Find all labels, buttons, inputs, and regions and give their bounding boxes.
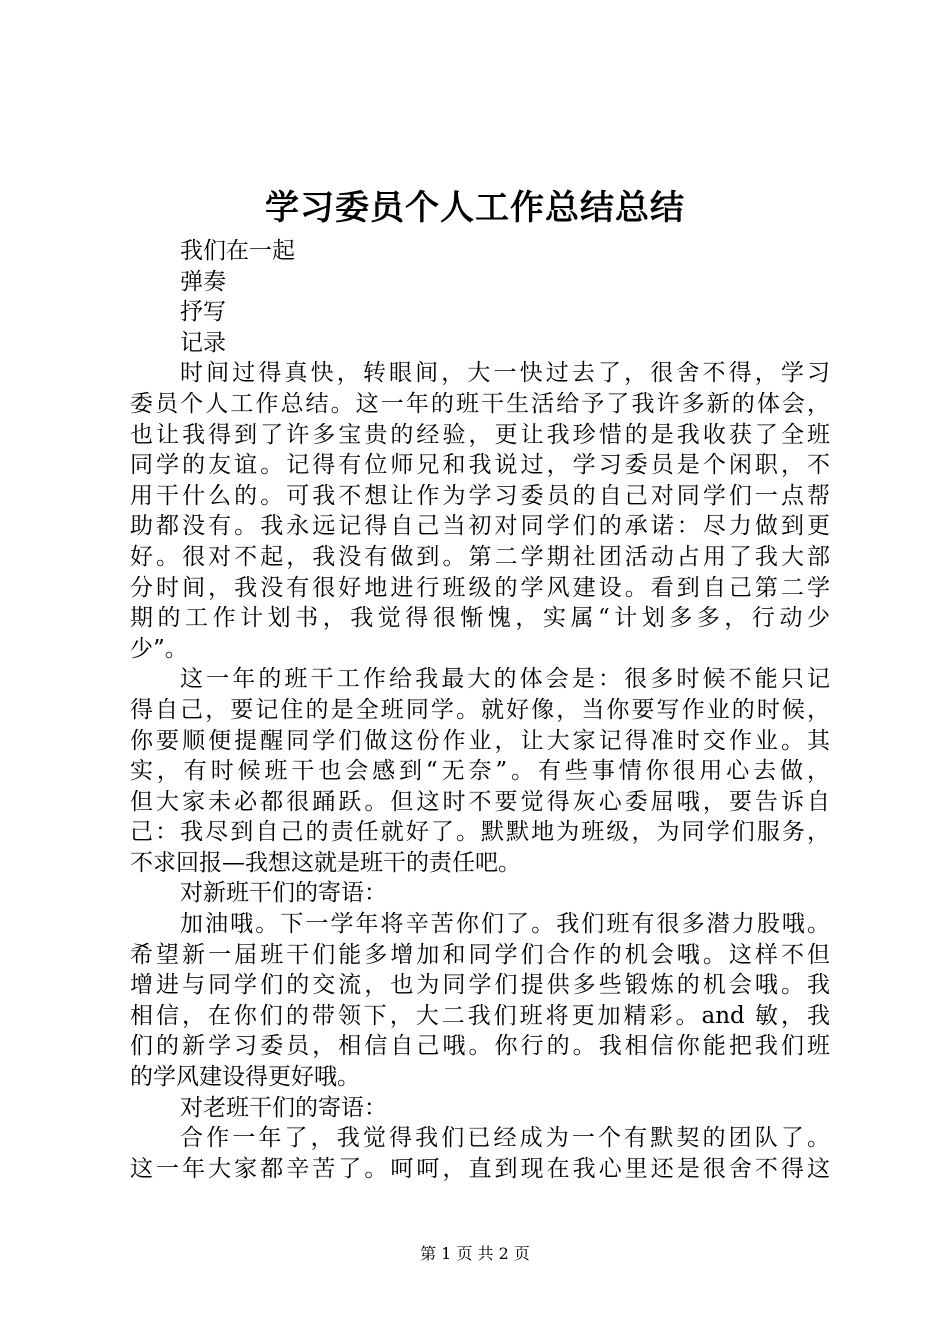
text-line: 也让我得到了许多宝贵的经验，更让我珍惜的是我收获了全班 — [130, 421, 830, 448]
text-line: 抒写 — [180, 299, 226, 326]
text-line: 不求回报—我想这就是班干的责任吧。 — [130, 849, 521, 876]
text-line: 对新班干们的寄语： — [180, 880, 387, 907]
text-line: 这一年大家都辛苦了。呵呵，直到现在我心里还是很舍不得这 — [130, 1155, 830, 1182]
text-line: 期的工作计划书，我觉得很惭愧，实属“计划多多，行动少 — [130, 605, 830, 632]
text-line: 加油哦。下一学年将辛苦你们了。我们班有很多潜力股哦。 — [180, 911, 830, 938]
text-line: 分时间，我没有很好地进行班级的学风建设。看到自己第二学 — [130, 574, 830, 601]
document-title: 学习委员个人工作总结总结 — [265, 188, 685, 228]
text-line: 增进与同学们的交流，也为同学们提供多些锻炼的机会哦。我 — [130, 972, 830, 999]
text-line: 好。很对不起，我没有做到。第二学期社团活动占用了我大部 — [130, 543, 830, 570]
text-line: 少”。 — [130, 635, 188, 662]
text-line: 记录 — [180, 329, 226, 356]
text-line: 己：我尽到自己的责任就好了。默默地为班级，为同学们服务， — [130, 819, 830, 846]
text-line: 委员个人工作总结。这一年的班干生活给予了我许多新的体会， — [130, 390, 830, 417]
text-line: 的学风建设得更好哦。 — [130, 1064, 360, 1091]
text-line: 用干什么的。可我不想让作为学习委员的自己对同学们一点帮 — [130, 482, 830, 509]
text-line: 希望新一届班干们能多增加和同学们合作的机会哦。这样不但 — [130, 941, 830, 968]
text-line: 同学的友谊。记得有位师兄和我说过，学习委员是个闲职，不 — [130, 452, 830, 479]
text-line: 时间过得真快，转眼间，大一快过去了，很舍不得，学习 — [180, 360, 830, 387]
text-line: 合作一年了，我觉得我们已经成为一个有默契的团队了。 — [180, 1125, 830, 1152]
text-line: 实，有时候班干也会感到“无奈”。有些事情你很用心去做， — [130, 758, 830, 785]
text-line: 助都没有。我永远记得自己当初对同学们的承诺：尽力做到更 — [130, 513, 830, 540]
text-line: 对老班干们的寄语： — [180, 1094, 387, 1121]
text-line: 得自己，要记住的是全班同学。就好像，当你要写作业的时候， — [130, 696, 830, 723]
text-line: 你要顺便提醒同学们做这份作业，让大家记得准时交作业。其 — [130, 727, 830, 754]
text-line: 相信，在你们的带领下，大二我们班将更加精彩。and 敏，我 — [130, 1002, 830, 1029]
document-body — [130, 236, 830, 1184]
text-line: 弹奏 — [180, 268, 226, 295]
text-line: 我们在一起 — [180, 238, 295, 264]
text-line: 这一年的班干工作给我最大的体会是：很多时候不能只记 — [180, 666, 830, 693]
text-line: 但大家未必都很踊跃。但这时不要觉得灰心委屈哦，要告诉自 — [130, 788, 830, 815]
page-footer: 第 1 页 共 2 页 — [420, 1244, 530, 1263]
text-line: 们的新学习委员，相信自己哦。你行的。我相信你能把我们班 — [130, 1033, 830, 1060]
